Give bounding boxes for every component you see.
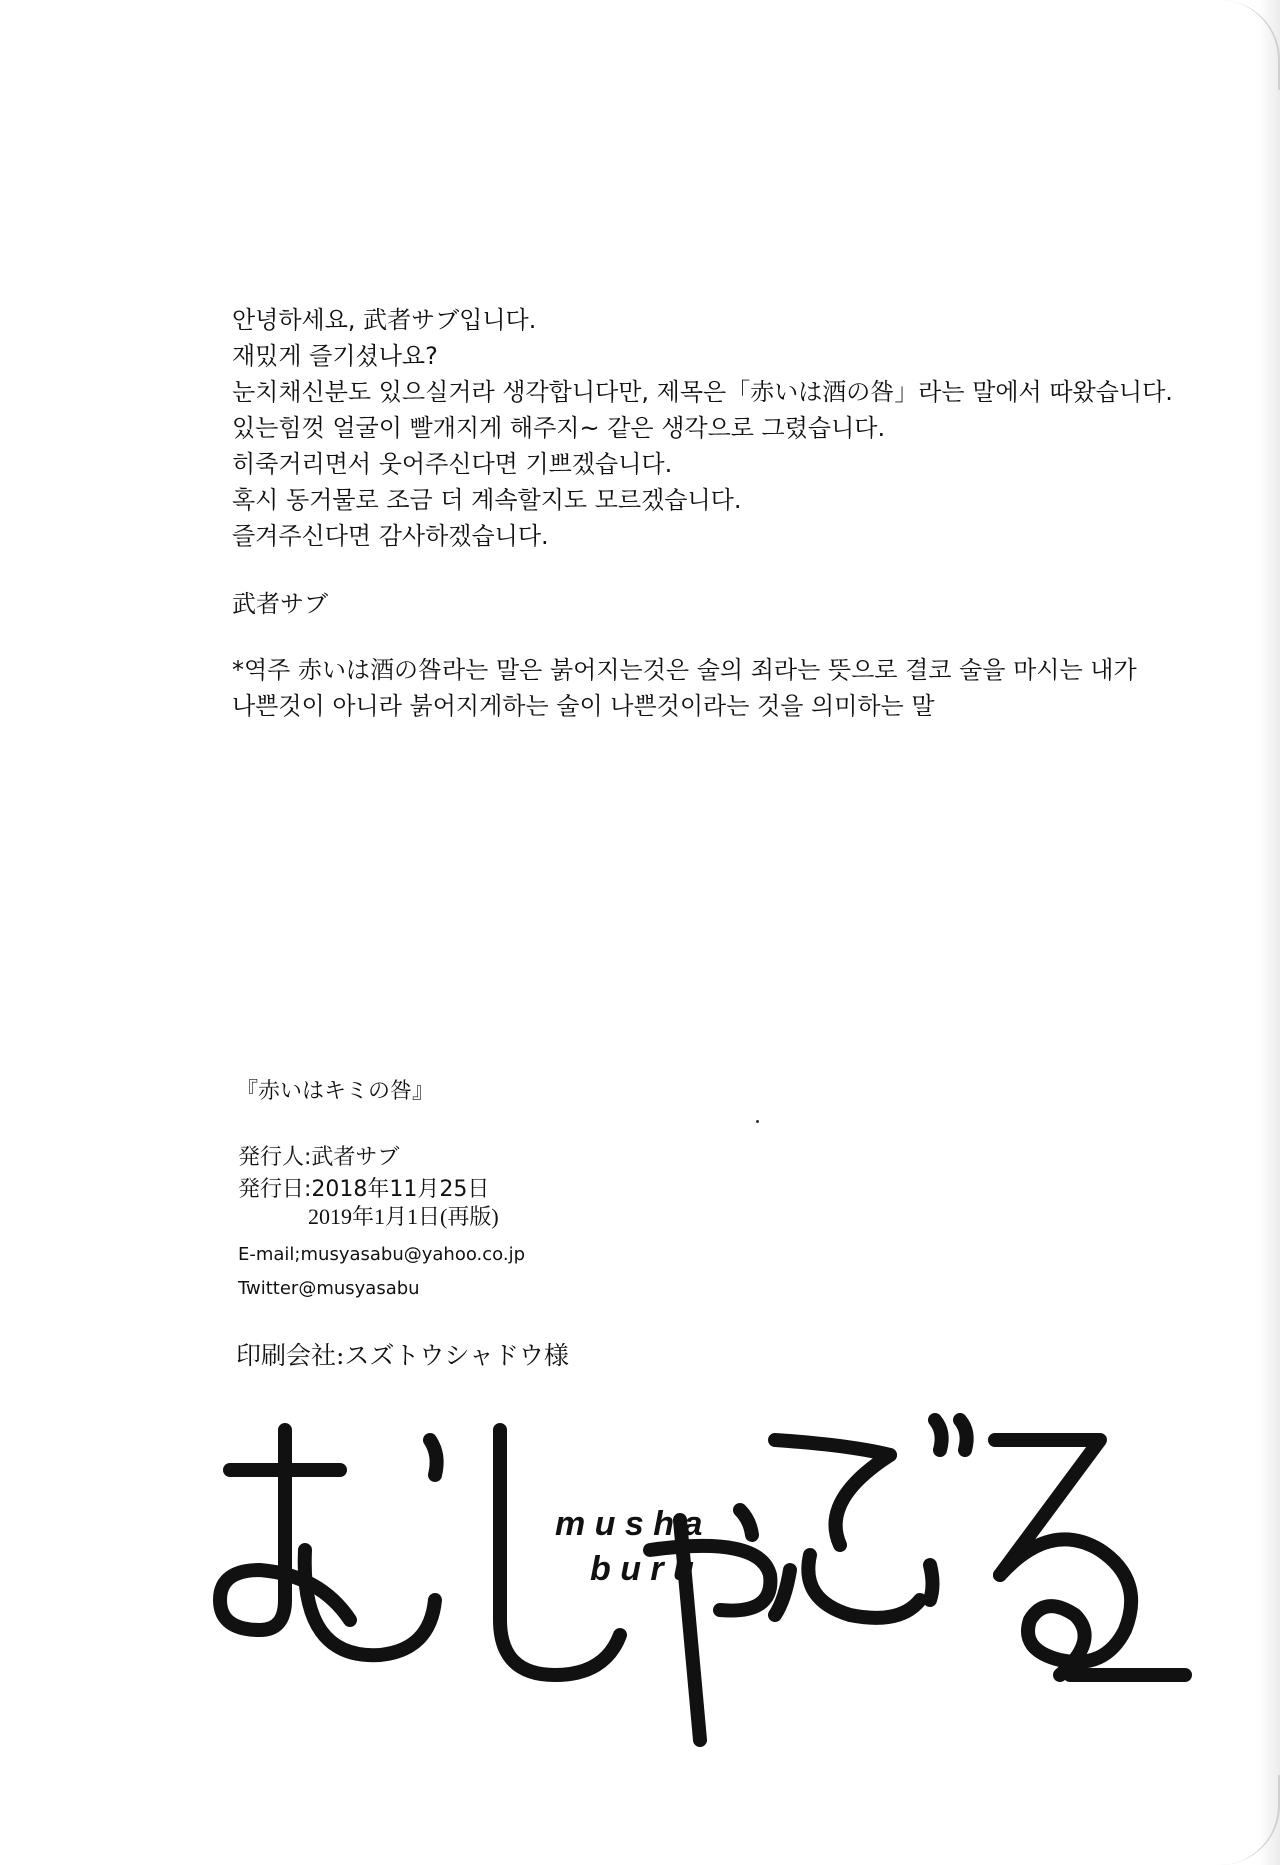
translator-note xyxy=(232,652,1192,724)
logo-romaji-top: m u s h a xyxy=(555,1505,703,1543)
note-line: *역주 赤いは酒の咎라는 말은 붉어지는것은 술의 죄라는 뜻으로 결코 술을 마시는 내가 xyxy=(232,656,1137,684)
letter-line: 눈치채신분도 있으실거라 생각합니다만, 제목은「赤いは酒の咎」라는 말에서 따왔습니다. xyxy=(232,378,1173,406)
letter-line: 혹시 동거물로 조금 더 계속할지도 모르겠습니다. xyxy=(232,486,742,514)
note-line: 나쁜것이 아니라 붉어지게하는 술이 나쁜것이라는 것을 의미하는 말 xyxy=(232,692,935,720)
letter-line: 즐겨주신다면 감사하겠습니다. xyxy=(232,522,549,550)
logo-glyph-ru xyxy=(995,1440,1185,1675)
letter-line: 히죽거리면서 웃어주신다면 기쁘겠습니다. xyxy=(232,450,673,478)
afterword-letter xyxy=(232,302,1192,554)
letter-line: 있는힘껏 얼굴이 빨개지게 해주지~ 같은 생각으로 그렸습니다. xyxy=(232,414,886,442)
letter-line: 재밌게 즐기셨나요? xyxy=(232,342,438,370)
author-signature: 武者サブ xyxy=(232,590,328,618)
circle-logo xyxy=(200,1400,1230,1800)
logo-glyph-mu xyxy=(220,1430,437,1655)
printer-line: 印刷会社:スズトウシャドウ様 xyxy=(236,1341,569,1370)
publisher-line: 発行人:武者サブ xyxy=(238,1145,400,1170)
email-line: E-mail;musyasabu@yahoo.co.jp xyxy=(238,1244,526,1265)
reprint-date-line: 2019年1月1日(再版) xyxy=(308,1204,499,1229)
logo-romaji-bottom: b u r u xyxy=(590,1550,694,1588)
publish-date-line: 発行日:2018年11月25日 xyxy=(238,1177,490,1202)
logo-glyph-ya xyxy=(650,1510,770,1740)
twitter-line: Twitter@musyasabu xyxy=(238,1278,420,1299)
colophon-title: 『赤いはキミの咎』 xyxy=(236,1079,435,1104)
letter-line: 안녕하세요, 武者サブ입니다. xyxy=(232,306,537,334)
page-edge-shadow xyxy=(1258,0,1280,1865)
stray-dot xyxy=(756,1120,759,1123)
logo-glyph-bu xyxy=(775,1420,967,1618)
